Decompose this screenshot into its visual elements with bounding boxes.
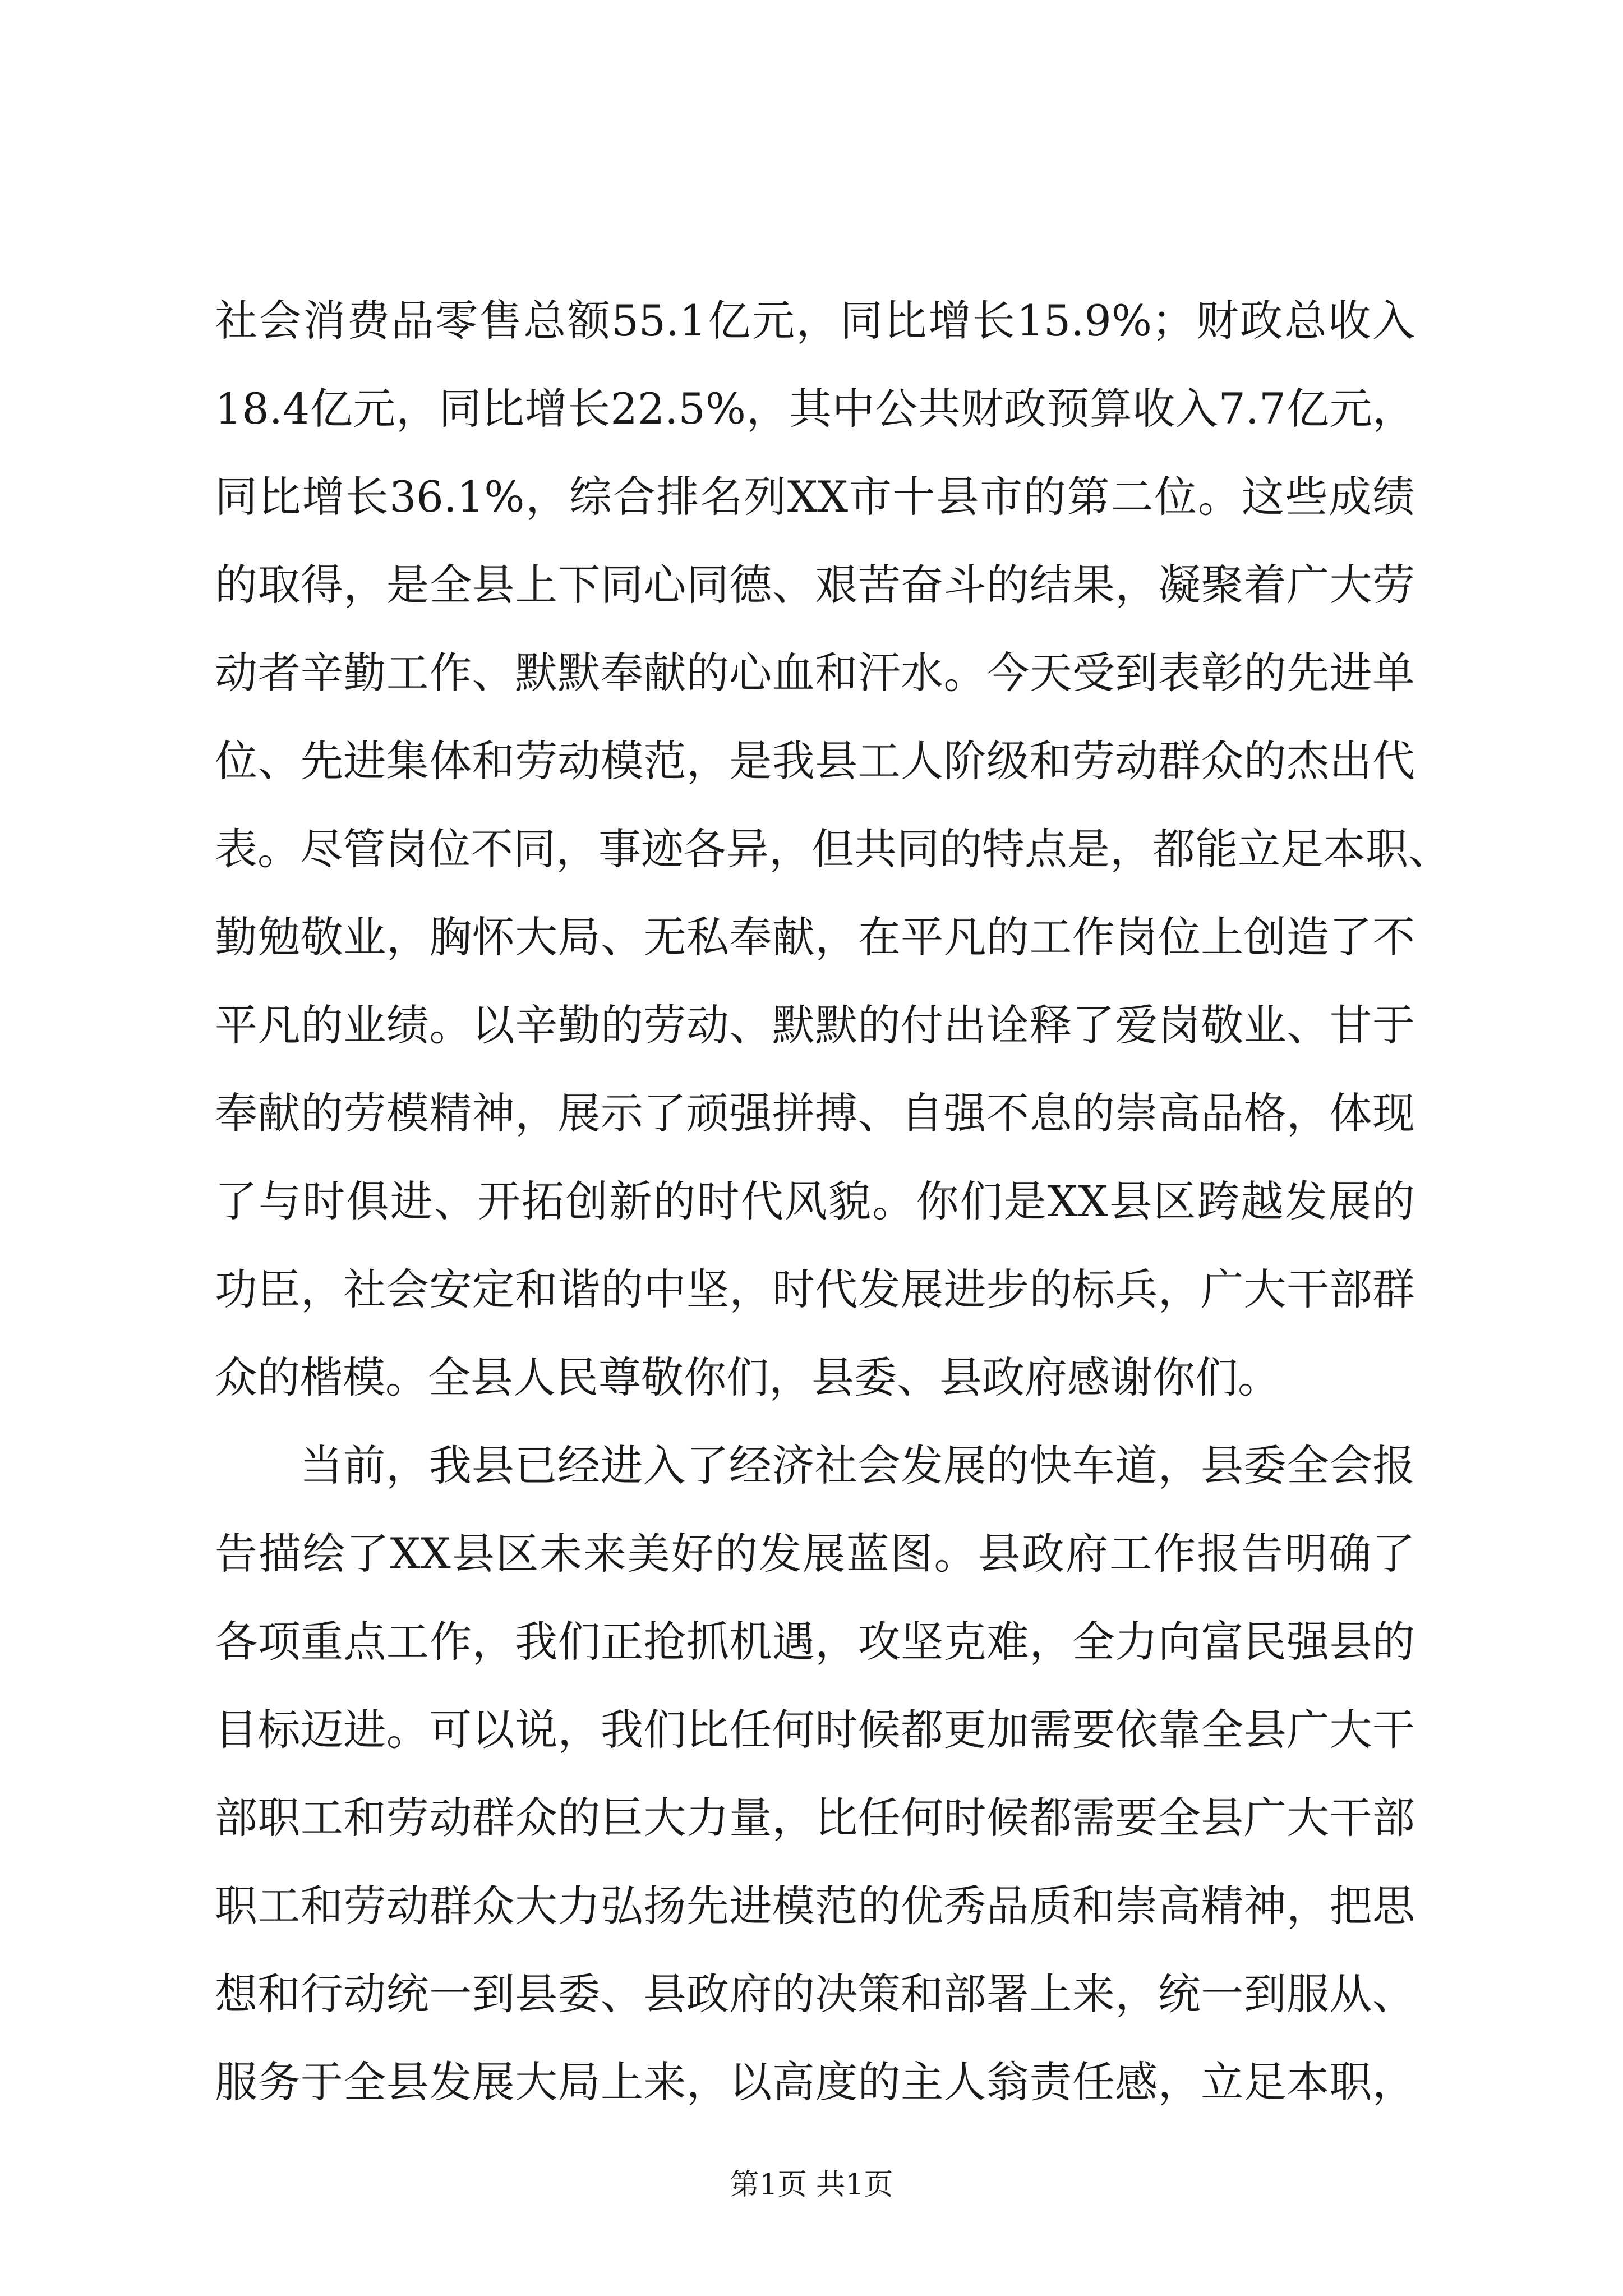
text-line: 了与时俱进、开拓创新的时代风貌。你们是XX县区跨越发展的	[215, 1176, 1415, 1226]
text-line: 平凡的业绩。以辛勤的劳动、默默的付出诠释了爱岗敬业、甘于	[215, 1000, 1415, 1050]
text-line: 动者辛勤工作、默默奉献的心血和汗水。今天受到表彰的先进单	[215, 648, 1415, 698]
text-line: 的取得，是全县上下同心同德、艰苦奋斗的结果，凝聚着广大劳	[215, 560, 1415, 610]
text-line: 部职工和劳动群众的巨大力量，比任何时候都需要全县广大干部	[215, 1793, 1415, 1843]
page-footer: 第1页 共1页	[730, 2168, 893, 2202]
text-line: 告描绘了XX县区未来美好的发展蓝图。县政府工作报告明确了	[215, 1529, 1415, 1579]
text-line: 同比增长36.1%，综合排名列XX市十县市的第二位。这些成绩	[215, 472, 1415, 522]
text-line: 奉献的劳模精神，展示了顽强拼搏、自强不息的崇高品格，体现	[215, 1088, 1415, 1138]
text-line: 服务于全县发展大局上来，以高度的主人翁责任感，立足本职，	[215, 2057, 1415, 2107]
text-line: 位、先进集体和劳动模范，是我县工人阶级和劳动群众的杰出代	[215, 736, 1415, 786]
text-line: 18.4亿元，同比增长22.5%，其中公共财政预算收入7.7亿元，	[215, 384, 1415, 434]
text-line: 职工和劳动群众大力弘扬先进模范的优秀品质和崇高精神，把思	[215, 1881, 1415, 1931]
text-line: 目标迈进。可以说，我们比任何时候都更加需要依靠全县广大干	[215, 1705, 1415, 1755]
text-line: 各项重点工作，我们正抢抓机遇，攻坚克难，全力向富民强县的	[215, 1617, 1415, 1667]
text-line: 众的楷模。全县人民尊敬你们，县委、县政府感谢你们。	[215, 1352, 1280, 1402]
text-line: 表。尽管岗位不同，事迹各异，但共同的特点是，都能立足本职、	[215, 824, 1451, 874]
text-line: 勤勉敬业，胸怀大局、无私奉献，在平凡的工作岗位上创造了不	[215, 912, 1415, 962]
paragraph-first-line: 当前，我县已经进入了经济社会发展的快车道，县委全会报	[300, 1441, 1415, 1490]
text-line: 功臣，社会安定和谐的中坚，时代发展进步的标兵，广大干部群	[215, 1264, 1415, 1314]
text-line: 想和行动统一到县委、县政府的决策和部署上来，统一到服从、	[215, 1969, 1415, 2019]
text-line: 社会消费品零售总额55.1亿元，同比增长15.9%；财政总收入	[215, 296, 1415, 346]
